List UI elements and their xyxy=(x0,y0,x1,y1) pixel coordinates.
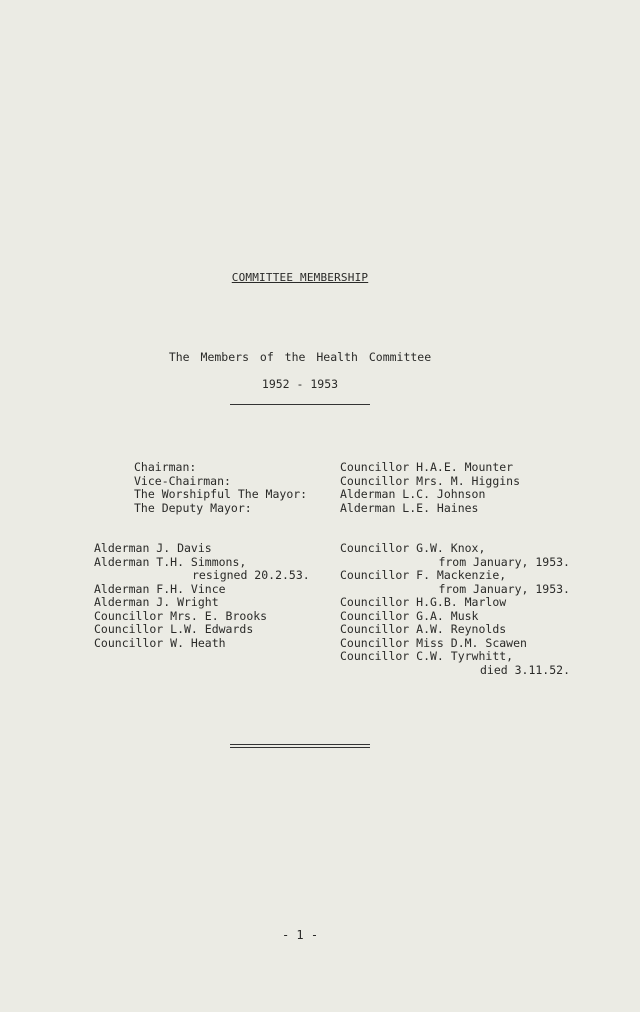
member-entry: Councillor H.G.B. Marlow xyxy=(340,595,507,609)
officer-name: Councillor H.A.E. Mounter xyxy=(340,460,514,474)
members-list-right xyxy=(340,542,570,677)
officer-name: Alderman L.E. Haines xyxy=(340,500,479,515)
page-number: - 1 - xyxy=(281,928,319,942)
members-list-left xyxy=(94,542,310,650)
officer-name: Alderman L.C. Johnson xyxy=(340,487,486,501)
member-entry: Alderman T.H. Simmons, xyxy=(94,554,247,569)
page-title: COMMITTEE MEMBERSHIP xyxy=(231,271,369,284)
officer-role: Chairman: xyxy=(134,460,197,474)
member-entry: Alderman F.H. Vince xyxy=(94,581,226,596)
member-entry: Councillor L.W. Edwards xyxy=(94,622,254,636)
officer-name: Councillor Mrs. M. Higgins xyxy=(340,473,521,488)
member-entry: Councillor C.W. Tyrwhitt, xyxy=(340,649,514,663)
member-entry: Councillor W. Heath xyxy=(94,635,226,650)
divider-rule xyxy=(230,747,370,748)
committee-subtitle: The Members of the Health Committee xyxy=(168,350,432,364)
member-note: died 3.11.52. xyxy=(479,662,570,677)
officer-roles xyxy=(134,461,307,515)
member-entry: Councillor A.W. Reynolds xyxy=(340,622,507,636)
member-note: from January, 1953. xyxy=(438,554,570,569)
member-note: resigned 20.2.53. xyxy=(192,568,310,582)
officer-role: The Worshipful The Mayor: xyxy=(134,487,308,501)
member-note: from January, 1953. xyxy=(438,581,570,596)
divider-rule xyxy=(230,744,370,745)
member-entry: Councillor F. Mackenzie, xyxy=(340,568,507,582)
officer-role: The Deputy Mayor: xyxy=(134,500,252,515)
officer-names xyxy=(340,461,520,515)
committee-years: 1952 - 1953 xyxy=(261,377,339,391)
member-entry: Alderman J. Davis xyxy=(94,541,212,555)
member-entry: Alderman J. Wright xyxy=(94,595,219,609)
officer-role: Vice-Chairman: xyxy=(134,473,231,488)
member-entry: Councillor G.A. Musk xyxy=(340,608,479,623)
member-entry: Councillor G.W. Knox, xyxy=(340,541,486,555)
member-entry: Councillor Miss D.M. Scawen xyxy=(340,635,527,650)
divider-rule xyxy=(230,404,370,405)
member-entry: Councillor Mrs. E. Brooks xyxy=(94,608,268,623)
